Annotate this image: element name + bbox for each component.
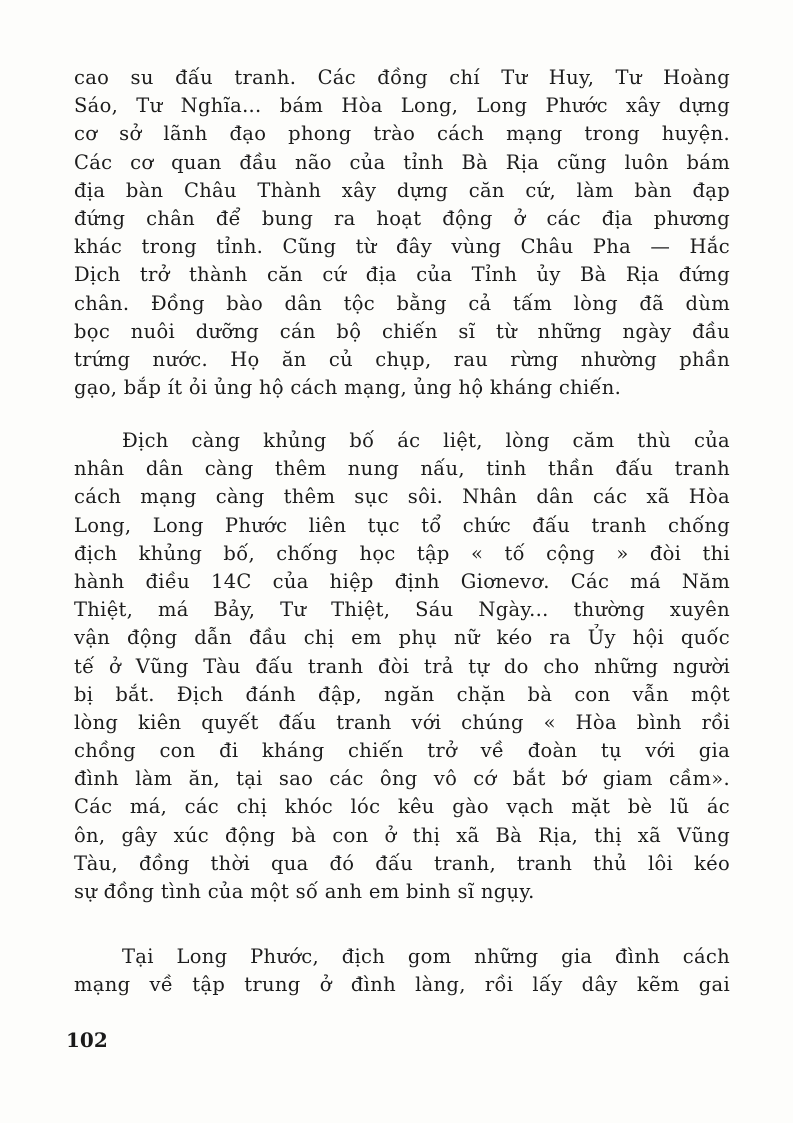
text-line: mạng về tập trung ở đình làng, rồi lấy dây kẽm gai bbox=[74, 973, 730, 997]
text-line: vận động dẫn đầu chị em phụ nữ kéo ra Ủy hội quốc bbox=[74, 626, 730, 650]
text-line: Sáo, Tư Nghĩa... bám Hòa Long, Long Phước xây dựng bbox=[74, 94, 730, 118]
text-line: Các cơ quan đầu não của tỉnh Bà Rịa cũng luôn bám bbox=[74, 150, 730, 174]
text-line: địch khủng bố, chống học tập « tố cộng » đòi thi bbox=[74, 541, 730, 565]
text-line: hành điều 14C của hiệp định Giơnevơ. Các má Năm bbox=[74, 569, 730, 593]
text-line: chân. Đồng bào dân tộc bằng cả tấm lòng đã dùm bbox=[74, 291, 730, 315]
text-line: bị bắt. Địch đánh đập, ngăn chặn bà con vẫn một bbox=[74, 682, 730, 706]
text-line: lòng kiên quyết đấu tranh với chúng « Hòa bình rồi bbox=[74, 710, 730, 734]
text-line: Tàu, đồng thời qua đó đấu tranh, tranh thủ lôi kéo bbox=[74, 851, 730, 875]
text-line: Tại Long Phước, địch gom những gia đình cách bbox=[122, 945, 730, 968]
text-line: bọc nuôi dưỡng cán bộ chiến sĩ từ những ngày đầu bbox=[74, 319, 730, 343]
paragraph-3 bbox=[74, 943, 730, 999]
text-line: khác trong tỉnh. Cũng từ đây vùng Châu Pha — Hắc bbox=[74, 235, 730, 259]
text-line: nhân dân càng thêm nung nấu, tinh thần đấu tranh bbox=[74, 457, 730, 481]
text-line: Long, Long Phước liên tục tổ chức đấu tranh chống bbox=[74, 513, 730, 537]
page-number: 102 bbox=[66, 1028, 108, 1052]
paragraph-2 bbox=[74, 427, 730, 906]
text-line: cách mạng càng thêm sục sôi. Nhân dân các xã Hòa bbox=[74, 485, 730, 509]
paragraph-1 bbox=[74, 64, 730, 402]
text-line: ôn, gây xúc động bà con ở thị xã Bà Rịa, thị xã Vũng bbox=[74, 823, 730, 847]
text-line: đình làm ăn, tại sao các ông vô cớ bắt bớ giam cầm». bbox=[74, 767, 730, 791]
text-line: đứng chân để bung ra hoạt động ở các địa phương bbox=[74, 206, 730, 230]
text-line: chồng con đi kháng chiến trở về đoàn tụ với gia bbox=[74, 739, 730, 763]
text-line: cao su đấu tranh. Các đồng chí Tư Huy, Tư Hoàng bbox=[74, 66, 730, 89]
text-line: sự đồng tình của một số anh em binh sĩ ngụy. bbox=[74, 880, 535, 903]
text-line: Thiệt, má Bảy, Tư Thiệt, Sáu Ngày... thường xuyên bbox=[74, 598, 730, 622]
text-line: gạo, bắp ít ỏi ủng hộ cách mạng, ủng hộ kháng chiến. bbox=[74, 376, 622, 400]
text-line: trứng nước. Họ ăn củ chụp, rau rừng nhường phần bbox=[74, 347, 730, 371]
text-line: cơ sở lãnh đạo phong trào cách mạng trong huyện. bbox=[74, 122, 730, 146]
text-line: địa bàn Châu Thành xây dựng căn cứ, làm bàn đạp bbox=[74, 178, 730, 202]
text-line: Địch càng khủng bố ác liệt, lòng căm thù của bbox=[122, 429, 730, 452]
text-line: Các má, các chị khóc lóc kêu gào vạch mặt bè lũ ác bbox=[74, 795, 730, 819]
text-line: tế ở Vũng Tàu đấu tranh đòi trả tự do cho những người bbox=[74, 654, 730, 678]
text-line: Dịch trở thành căn cứ địa của Tỉnh ủy Bà Rịa đứng bbox=[74, 263, 730, 287]
